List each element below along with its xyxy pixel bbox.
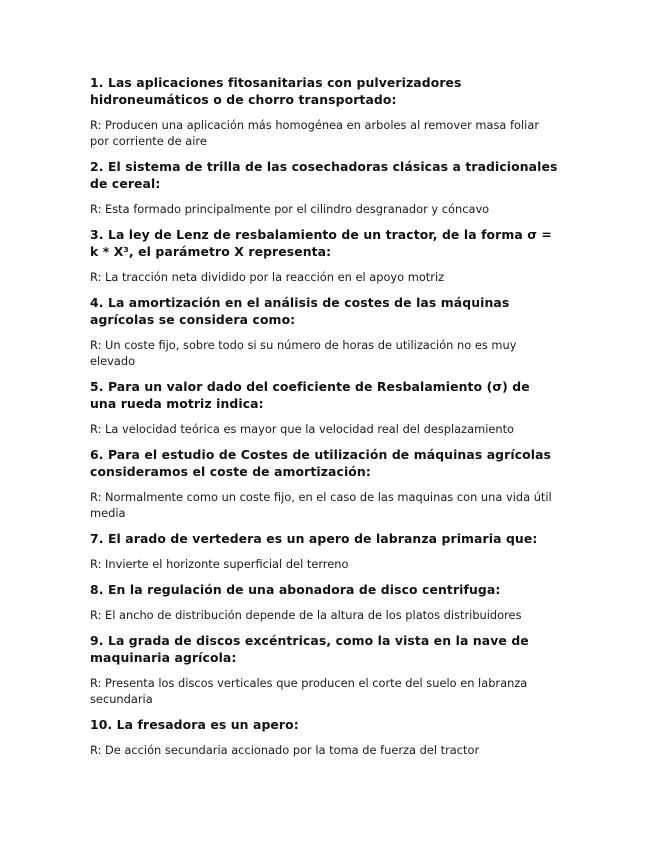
answer-text: R: Esta formado principalmente por el cilindro desgranador y cóncavo	[90, 202, 490, 216]
question-text: 10. La fresadora es un apero:	[90, 717, 299, 732]
question-text: 9. La grada de discos excéntricas, como la vista en la nave de maquinaria agrícola:	[90, 633, 529, 665]
question-text: 4. La amortización en el análisis de costes de las máquinas agrícolas se considera como:	[90, 295, 510, 327]
answer-text: R: Presenta los discos verticales que producen el corte del suelo en labranza secundaria	[90, 676, 528, 706]
qa-item-10	[90, 716, 560, 758]
qa-item-5	[90, 378, 560, 437]
answer-text: R: De acción secundaria accionado por la toma de fuerza del tractor	[90, 743, 480, 757]
answer-text: R: Producen una aplicación más homogénea en arboles al remover masa foliar por corriente de aire	[90, 118, 540, 148]
answer-text: R: Normalmente como un coste fijo, en el caso de las maquinas con una vida útil media	[90, 490, 552, 520]
answer-text: R: Invierte el horizonte superficial del terreno	[90, 557, 349, 571]
question-text: 5. Para un valor dado del coeficiente de Resbalamiento (σ) de una rueda motriz indica:	[90, 379, 530, 411]
qa-item-3	[90, 226, 560, 285]
answer-text: R: Un coste fijo, sobre todo si su número de horas de utilización no es muy elevado	[90, 338, 517, 368]
document-page	[90, 74, 560, 767]
qa-item-7	[90, 530, 560, 572]
qa-item-1	[90, 74, 560, 149]
qa-item-9	[90, 632, 560, 707]
qa-item-8	[90, 581, 560, 623]
question-text: 6. Para el estudio de Costes de utilización de máquinas agrícolas consideramos el coste de amortización:	[90, 447, 552, 479]
qa-item-2	[90, 158, 560, 217]
question-text: 7. El arado de vertedera es un apero de labranza primaria que:	[90, 531, 538, 546]
answer-text: R: El ancho de distribución depende de la altura de los platos distribuidores	[90, 608, 522, 622]
question-text: 2. El sistema de trilla de las cosechadoras clásicas a tradicionales de cereal:	[90, 159, 558, 191]
qa-item-4	[90, 294, 560, 369]
question-text: 1. Las aplicaciones fitosanitarias con pulverizadores hidroneumáticos o de chorro transportado:	[90, 75, 462, 107]
question-text: 3. La ley de Lenz de resbalamiento de un tractor, de la forma σ = k * X³, el parámetro X representa:	[90, 227, 552, 259]
answer-text: R: La velocidad teórica es mayor que la velocidad real del desplazamiento	[90, 422, 515, 436]
qa-item-6	[90, 446, 560, 521]
answer-text: R: La tracción neta dividido por la reacción en el apoyo motriz	[90, 270, 445, 284]
question-text: 8. En la regulación de una abonadora de disco centrifuga:	[90, 582, 501, 597]
